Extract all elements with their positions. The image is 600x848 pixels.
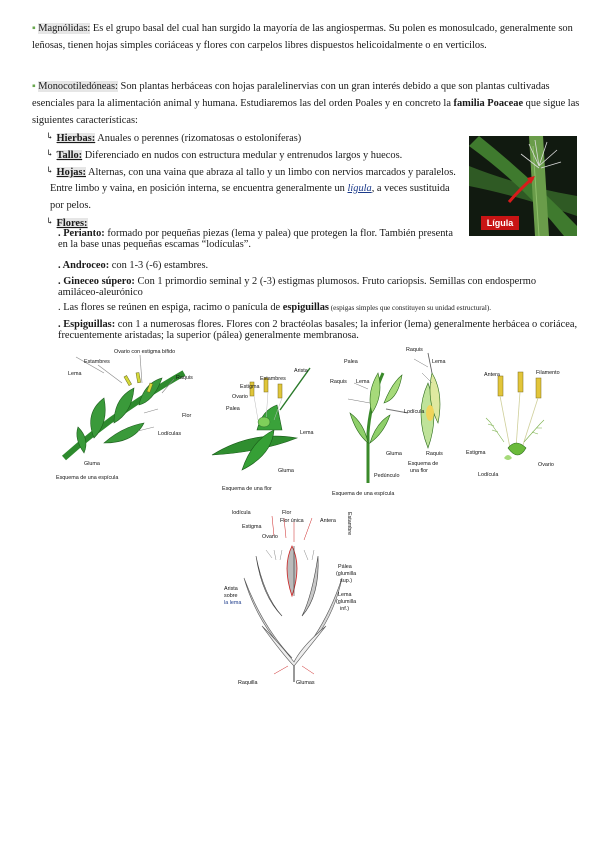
hierbas-term: Hierbas: xyxy=(56,133,96,144)
perianto-text: formado por pequeñas piezas (lema y palea) que protegen la flor. También presenta xyxy=(104,228,453,239)
gineceo-line2: amiláceo-aleurónico xyxy=(58,287,143,298)
fig5-label-lema-3: inf.) xyxy=(340,606,349,612)
hojas-line2b: , a veces sustituida xyxy=(371,183,450,194)
fig5-label-antera: Antera xyxy=(320,518,336,524)
fig1-label-ovario: Ovario con estigma bífido xyxy=(114,349,176,355)
androceo xyxy=(58,257,468,274)
ligula-label: Lígula xyxy=(486,218,514,228)
fig3-label-esquema-flor-2: una flor xyxy=(410,468,428,474)
figure-espicula-2 xyxy=(328,343,463,498)
fig5-label-flor: Flor xyxy=(282,510,292,516)
fig5-label-lema-1: Lema xyxy=(338,592,352,598)
fig4-label-filamento: Filamento xyxy=(536,370,560,376)
fig5-label-flor-unica: Flor única xyxy=(280,518,304,524)
fig3-label-pedunculo: Pedúnculo xyxy=(374,473,400,479)
ligula-photo xyxy=(469,136,577,236)
espiguillas xyxy=(58,319,596,341)
arrow-icon: ↳ xyxy=(46,131,54,141)
fig3-label-lodicula: Lodícula xyxy=(404,409,425,415)
gineceo-term: . Gineceo súpero: xyxy=(58,276,135,287)
magnolidas-line2: leñosas, tienen hojas simples coriáceas y flores con carpelos libres dispuestos helicoidalmente o en verticilos. xyxy=(32,40,487,51)
fig1-label-gluma: Gluma xyxy=(84,461,100,467)
hierbas-text: Anuales o perennes (rizomatosas o estoloníferas) xyxy=(95,133,302,144)
monocot-line1: Son plantas herbáceas con hojas paralelinervias con un gran interés debido a que son plantas cultivadas xyxy=(117,81,550,92)
fig1-label-flor: Flor xyxy=(182,413,192,419)
fig3-caption: Esquema de una espícula xyxy=(332,491,395,497)
fig3-label-lema-top: Lema xyxy=(432,359,446,365)
fig1-label-lema: Lema xyxy=(68,371,82,377)
trait-hojas xyxy=(46,162,466,181)
figure-espicula-1 xyxy=(54,343,204,483)
fig2-caption: Esquema de una flor xyxy=(222,486,272,492)
fig1-label-raquis: Raquis xyxy=(176,375,193,381)
family-poaceae: familia Poaceae xyxy=(453,98,524,109)
fig5-label-palea-3: sup.) xyxy=(340,578,352,584)
perianto-term: . Perianto: xyxy=(58,228,105,239)
espig-line2: frecuentemente aristadas; la superior (pálea) generalmente membranosa. xyxy=(58,330,359,341)
hojas-line3: por pelos. xyxy=(50,200,91,211)
fig5-label-palea-2: (glumilla xyxy=(336,571,357,577)
fig5-label-glumas: Glumas xyxy=(296,680,315,686)
fig4-label-antera: Antera xyxy=(484,372,500,378)
inflo-small: (espigas simples que constituyen su unidad estructural). xyxy=(328,304,492,312)
inflorescencia xyxy=(58,299,593,317)
trait-hojas-cont xyxy=(50,180,470,214)
gineceo xyxy=(58,276,593,298)
magnolidas-text: Es el grupo basal del cual han surgido la mayoría de las angiospermas. Su polen es monosulcado, generalmente son xyxy=(90,23,573,34)
fig2-label-lema: Lema xyxy=(300,430,314,436)
fig1-caption: Esquema de una espícula xyxy=(56,475,119,481)
perianto-line2: en la base unas pequeñas escamas “lodículas”. xyxy=(58,239,252,250)
figure-flor xyxy=(202,360,332,495)
fig3-label-esquema-flor-1: Esquema de xyxy=(408,461,439,467)
monocot-line3: siguientes características: xyxy=(32,115,138,126)
bullet-icon: ▪ xyxy=(32,81,36,92)
inflo-text: . Las flores se reúnen en espiga, racimo o panícula de xyxy=(58,302,283,313)
fig2-label-gluma: Gluma xyxy=(278,468,294,474)
fig5-label-raquilla: Raquilla xyxy=(238,680,258,686)
fig5-label-lema-2: (glumilla xyxy=(336,599,357,605)
hojas-text: Alternas, con una vaina que abraza al tallo y un limbo con nervios marcados y paralelos. xyxy=(85,167,456,178)
monocot-paragraph xyxy=(32,78,594,129)
fig3-label-raquis-bottom: Raquis xyxy=(426,451,443,457)
fig4-label-lodicula: Lodícula xyxy=(478,472,499,478)
hojas-line2: Entre limbo y vaina, en posición interna, se encuentra generalmente un xyxy=(50,183,348,194)
fig2-label-palea: Palea xyxy=(226,406,240,412)
fig2-label-arista: Arista xyxy=(294,368,308,374)
figure-espiguilla xyxy=(222,506,372,688)
espiguillas-term: espiguillas xyxy=(282,302,329,313)
fig5-label-arista-3: la lema xyxy=(224,600,242,606)
hojas-term: Hojas: xyxy=(56,167,86,178)
fig3-label-raquis-top: Raquis xyxy=(406,347,423,353)
espig-term: . Espiguillas: xyxy=(58,319,116,330)
espig-text: con 1 a numerosas flores. Flores con 2 bractéolas basales; la inferior (lema) generalmente herbácea o coriácea, xyxy=(115,319,578,330)
tallo-text: Diferenciado en nudos con estructura medular y entrenudos largos y huecos. xyxy=(82,150,403,161)
androceo-term: . Androceo: xyxy=(58,260,110,271)
tallo-term: Tallo: xyxy=(56,150,83,161)
fig3-label-gluma: Gluma xyxy=(386,451,402,457)
fig4-label-estigma: Estigma xyxy=(466,450,486,456)
bullet-icon: ▪ xyxy=(32,23,36,34)
fig3-label-raquis: Raquis xyxy=(330,379,347,385)
monocot-line2: esenciales para la alimentación animal y humana. Estudiaremos las del orden Poales y en concreto la xyxy=(32,98,454,109)
perianto xyxy=(58,228,468,250)
figure-estambres xyxy=(460,362,570,482)
gineceo-text: Con 1 primordio seminal y 2 (-3) estigmas plumosos. Fruto cariopsis. Semillas con endospermo xyxy=(134,276,537,287)
fig2-label-estambres: Estambres xyxy=(260,376,286,382)
fig4-label-ovario: Ovario xyxy=(538,462,554,468)
fig3-label-palea: Palea xyxy=(344,359,358,365)
arrow-icon: ↳ xyxy=(46,216,54,226)
fig5-label-lodicula: lodícula xyxy=(232,510,251,516)
fig3-label-lema: Lema xyxy=(356,379,370,385)
ligula-link: lígula xyxy=(347,183,372,194)
fig5-label-arista-2: sobre xyxy=(224,593,238,599)
fig5-label-estigma: Estigma xyxy=(242,524,262,530)
fig5-label-arista-1: Arista xyxy=(224,586,238,592)
monocot-term: Monocotiledóneas: xyxy=(38,81,118,92)
arrow-icon: ↳ xyxy=(46,165,54,175)
magnolidas-term: Magnólidas: xyxy=(38,23,91,34)
monocot-line2b: que sigue las xyxy=(523,98,580,109)
flores-term: Flores: xyxy=(56,218,88,229)
fig2-label-estigma: Estigma xyxy=(240,384,260,390)
fig1-label-estambres: Estambres xyxy=(84,359,110,365)
fig5-label-palea-1: Pálea xyxy=(338,564,352,570)
fig1-label-lodiculas: Lodículas xyxy=(158,431,182,437)
arrow-icon: ↳ xyxy=(46,148,54,158)
magnolidas-paragraph xyxy=(32,20,592,54)
fig5-label-estambre: Estambre xyxy=(346,512,352,536)
fig2-label-ovario: Ovario xyxy=(232,394,248,400)
fig5-label-ovario: Ovario xyxy=(262,534,278,540)
androceo-text: con 1-3 (-6) estambres. xyxy=(109,260,209,271)
